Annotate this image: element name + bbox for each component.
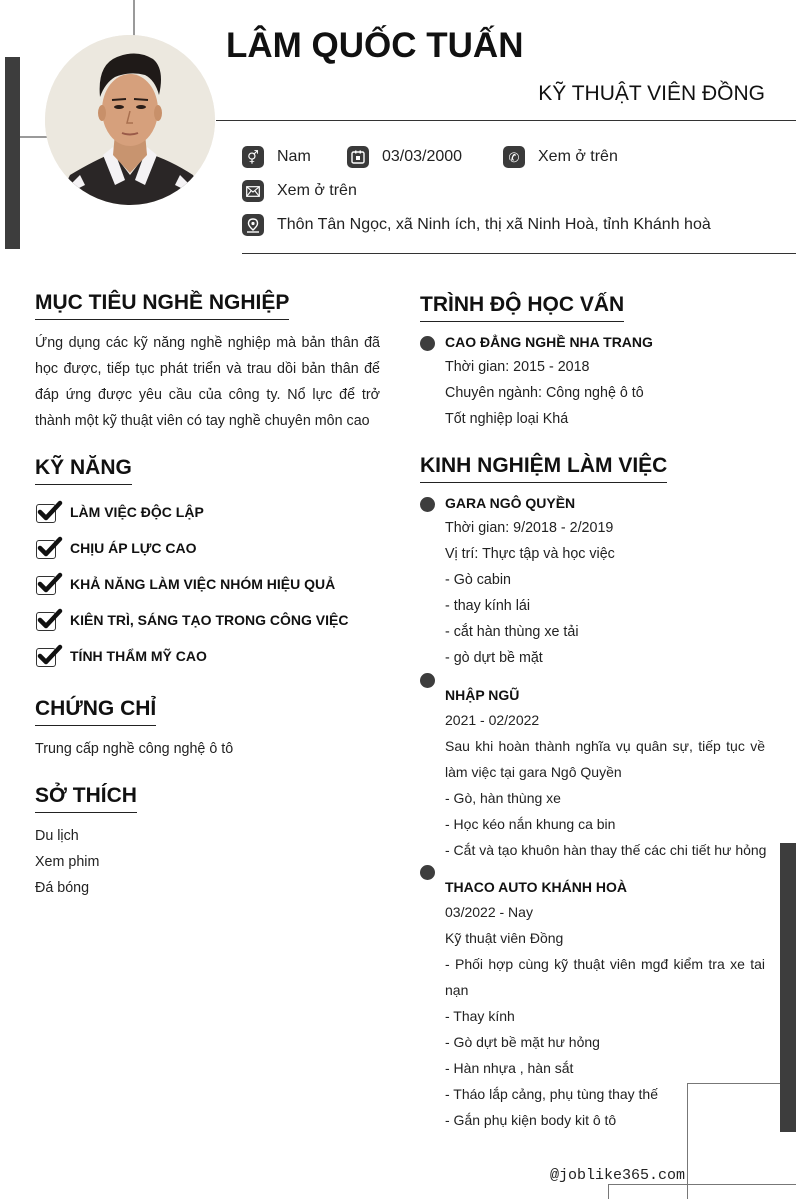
experience-line: Vị trí: Thực tập và học việc: [445, 546, 615, 562]
skill-item: [35, 494, 348, 530]
experience-line: - thay kính lái: [445, 598, 531, 614]
skill-label: KIÊN TRÌ, SÁNG TẠO TRONG CÔNG VIỆC: [70, 612, 349, 628]
career-goal-text: Ứng dụng các kỹ năng nghề nghiệp mà bản thân đã học được, tiếp tục phát triển và trau dồi bản thân để đáp ứng được yêu cầu của công ty. Nổ lực để trở thành một kỹ thuật viên có tay nghề chuyên môn cao: [35, 335, 380, 429]
education-line: Thời gian: 2015 - 2018: [445, 359, 590, 375]
phone-icon: ✆: [503, 146, 525, 168]
contact-dob: [347, 146, 462, 168]
location-icon: [242, 214, 264, 236]
experience-line: - Học kéo nắn khung ca bin: [445, 816, 616, 832]
section-title-education: TRÌNH ĐỘ HỌC VẤN: [420, 292, 624, 322]
experience-item: [420, 673, 765, 863]
skill-label: KHẢ NĂNG LÀM VIỆC NHÓM HIỆU QUẢ: [70, 576, 336, 592]
experience-line: - gò dựt bề mặt: [445, 650, 543, 666]
phone-value: Xem ở trên: [538, 148, 618, 165]
contact-divider: [242, 253, 796, 254]
decorative-top-line: [133, 0, 135, 36]
skill-item: [35, 602, 348, 638]
skill-item: [35, 530, 348, 566]
email-value: Xem ở trên: [277, 182, 357, 199]
experience-line: 03/2022 - Nay: [445, 904, 533, 920]
checkbox-checked-icon: [35, 643, 63, 669]
hobbies-list: [35, 823, 99, 901]
experience-line: Kỹ thuật viên Đồng: [445, 930, 564, 946]
avatar-photo: [45, 35, 215, 205]
skill-label: LÀM VIỆC ĐỘC LẬP: [70, 504, 204, 520]
hobby-item: Đá bóng: [35, 880, 90, 896]
section-title-experience: KINH NGHIỆM LÀM VIỆC: [420, 453, 667, 483]
education-line: Tốt nghiệp loại Khá: [445, 411, 569, 427]
job-title: KỸ THUẬT VIÊN ĐỒNG: [538, 82, 765, 105]
gender-icon: ⚥: [242, 146, 264, 168]
skill-label: CHỊU ÁP LỰC CAO: [70, 540, 197, 556]
skill-item: [35, 566, 348, 602]
experience-line: - Thay kính: [445, 1008, 515, 1024]
certificate-item: Trung cấp nghề công nghệ ô tô: [35, 741, 234, 757]
section-title-hobbies: SỞ THÍCH: [35, 783, 137, 813]
certificates-list: [35, 736, 233, 762]
experience-line: - Gắn phụ kiện body kit ô tô: [445, 1112, 617, 1128]
gender-value: Nam: [277, 148, 311, 165]
calendar-icon: [347, 146, 369, 168]
dob-value: 03/03/2000: [382, 148, 463, 165]
contact-gender: [242, 146, 311, 168]
experience-line: - Gò cabin: [445, 572, 511, 588]
header-divider: [216, 120, 796, 121]
experience-org: THACO AUTO KHÁNH HOÀ: [445, 879, 627, 895]
section-title-certificates: CHỨNG CHỈ: [35, 696, 156, 726]
experience-line: - Gò dựt bề mặt hư hỏng: [445, 1034, 600, 1050]
experience-line: - Tháo lắp cảng, phụ tùng thay thế: [445, 1086, 659, 1102]
contact-email: [242, 180, 357, 202]
decorative-left-line: [20, 136, 48, 138]
experience-line: - Cắt và tạo khuôn hàn thay thế các chi tiết hư hỏng: [445, 842, 767, 858]
experience-line: - Gò, hàn thùng xe: [445, 790, 561, 806]
checkbox-checked-icon: [35, 499, 63, 525]
contact-address: [242, 214, 711, 236]
experience-item: [420, 865, 765, 1133]
timeline-dot-icon: [420, 497, 435, 512]
experience-line: - Hàn nhựa , hàn sắt: [445, 1060, 574, 1076]
watermark-text: @joblike365.com: [550, 1167, 686, 1184]
experience-org: NHẬP NGŨ: [445, 687, 520, 703]
decorative-right-bar: [780, 843, 796, 1132]
experience-item: [420, 491, 765, 671]
section-title-skills: KỸ NĂNG: [35, 455, 132, 485]
section-title-career-goal: MỤC TIÊU NGHỀ NGHIỆP: [35, 290, 289, 320]
decorative-left-bar: [5, 57, 20, 249]
skill-item: [35, 638, 348, 674]
experience-line: - cắt hàn thùng xe tải: [445, 624, 579, 640]
checkbox-checked-icon: [35, 607, 63, 633]
candidate-name: LÂM QUỐC TUẤN: [226, 26, 524, 65]
timeline-dot-icon: [420, 865, 435, 880]
experience-line: Thời gian: 9/2018 - 2/2019: [445, 520, 614, 536]
contact-phone: [503, 146, 618, 168]
experience-line: Sau khi hoàn thành nghĩa vụ quân sự, tiếp tục về làm việc tại gara Ngô Quyền: [445, 738, 765, 780]
checkbox-checked-icon: [35, 535, 63, 561]
hobby-item: Xem phim: [35, 854, 100, 870]
timeline-dot-icon: [420, 336, 435, 351]
avatar-illustration: [45, 35, 215, 205]
experience-line: - Phối hợp cùng kỹ thuật viên mgđ kiểm tra xe tai nạn: [445, 956, 765, 998]
education-line: Chuyên ngành: Công nghệ ô tô: [445, 385, 644, 401]
experience-line: 2021 - 02/2022: [445, 712, 540, 728]
address-value: Thôn Tân Ngọc, xã Ninh ích, thị xã Ninh Hoà, tỉnh Khánh hoà: [277, 216, 711, 233]
skill-label: TÍNH THẨM MỸ CAO: [70, 648, 207, 664]
hobby-item: Du lịch: [35, 828, 79, 844]
checkbox-checked-icon: [35, 571, 63, 597]
decorative-frame-line: [608, 1184, 796, 1185]
education-org: CAO ĐẲNG NGHỀ NHA TRANG: [445, 334, 653, 350]
email-icon: [242, 180, 264, 202]
education-item: [420, 330, 765, 432]
timeline-dot-icon: [420, 673, 435, 688]
skills-list: [35, 494, 348, 674]
decorative-frame-line: [608, 1184, 609, 1199]
experience-org: GARA NGÔ QUYỀN: [445, 495, 576, 511]
